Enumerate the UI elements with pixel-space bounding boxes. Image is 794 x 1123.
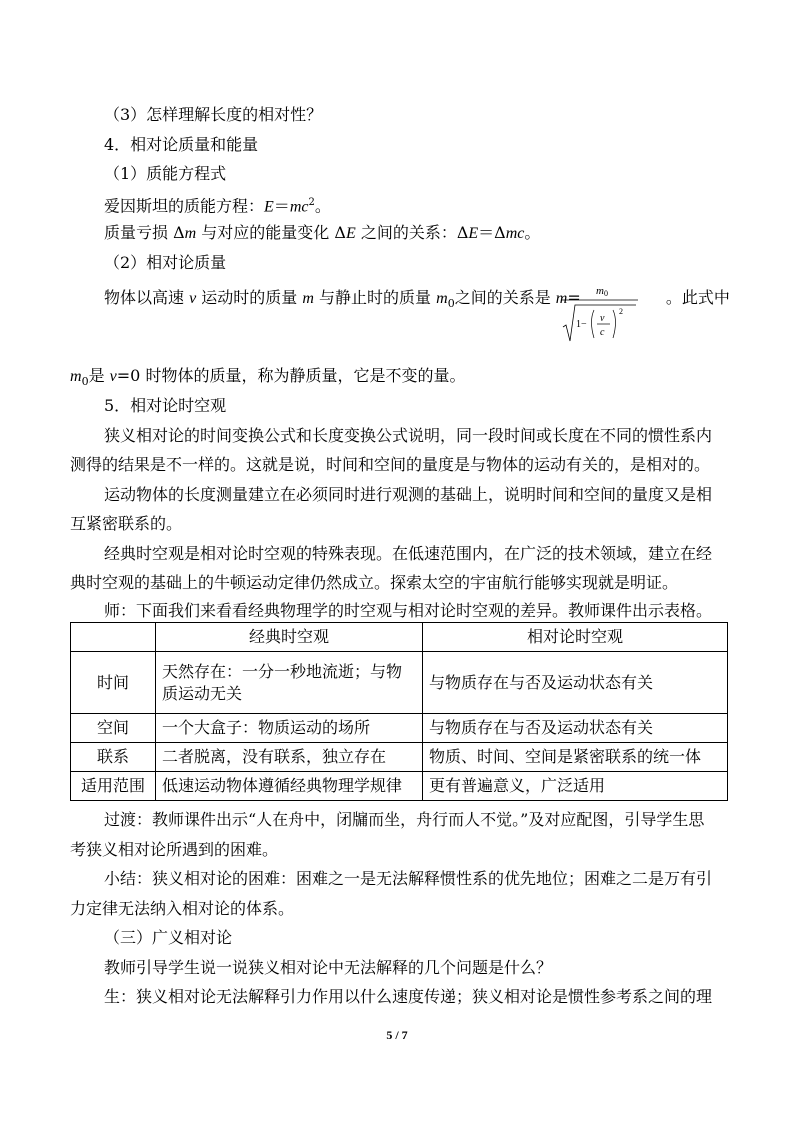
paragraph-classical-view-1: 经典时空观是相对论时空观的特殊表现。在低速范围内，在广泛的技术领域，建立在经 (104, 544, 713, 563)
table-row-label: 时间 (71, 652, 156, 714)
table-header-cell: 相对论时空观 (423, 623, 728, 652)
heading-length-relativity: （3）怎样理解长度的相对性？ (104, 105, 323, 124)
paragraph-rest-mass: $m_0$是 v=0 时物体的质量，称为静质量，它是不变的量。 (70, 366, 466, 389)
table-row-label: 适用范围 (71, 772, 156, 801)
paragraph-summary-1: 小结：狭义相对论的困难：困难之一是无法解释惯性系的优先地位；困难之二是万有引 (104, 869, 713, 888)
formula-v: v (600, 313, 605, 324)
heading-spacetime-view: 5．相对论时空观 (104, 396, 227, 415)
comparison-table (70, 622, 728, 801)
paragraph-student-answer: 生：狭义相对论无法解释引力作用以什么速度传递；狭义相对论是惯性参考系之间的理 (104, 987, 713, 1006)
table-cell: 更有普遍意义，广泛适用 (423, 772, 728, 801)
heading-relativistic-mass: （2）相对论质量 (104, 253, 227, 272)
table-header-cell: 经典时空观 (156, 623, 423, 652)
relativistic-mass-formula (560, 283, 640, 345)
table-row-label: 空间 (71, 714, 156, 743)
formula-numerator-sub: 0 (604, 289, 608, 298)
paragraph-transition-2: 考狭义相对论所遇到的困难。 (70, 840, 279, 859)
paragraph-relativistic-mass-relation: 物体以高速 v 运动时的质量 m 与静止时的质量 $m_0$之间的关系是 m= 。此式中 (104, 288, 730, 311)
page-number: 5 / 7 (386, 1028, 408, 1042)
formula-c: c (600, 327, 605, 338)
heading-general-relativity: （三）广义相对论 (104, 928, 233, 947)
table-header-cell (71, 623, 156, 652)
paragraph-mass-defect: 质量亏损 Δm 与对应的能量变化 ΔE 之间的关系：ΔE＝Δmc。 (104, 223, 541, 242)
paragraph-teacher-intro: 师：下面我们来看看经典物理学的时空观与相对论时空观的差异。教师课件出示表格。 (104, 601, 713, 620)
paragraph-special-relativity-1: 狭义相对论的时间变换公式和长度变换公式说明，同一段时间或长度在不同的惯性系内 (104, 426, 713, 445)
table-row (71, 743, 728, 772)
table-row (71, 714, 728, 743)
formula-numerator-m: m (596, 285, 604, 297)
heading-mass-energy: 4．相对论质量和能量 (104, 135, 259, 154)
table-cell: 与物质存在与否及运动状态有关 (423, 652, 728, 714)
table-cell: 一个大盒子：物质运动的场所 (156, 714, 423, 743)
formula-one-minus: 1− (576, 319, 587, 330)
table-cell: 低速运动物体遵循经典物理学规律 (156, 772, 423, 801)
paragraph-einstein-equation: 爱因斯坦的质能方程：$E=mc^2$。 (104, 196, 331, 216)
paragraph-length-measurement-1: 运动物体的长度测量建立在必须同时进行观测的基础上，说明时间和空间的量度又是相 (104, 485, 713, 504)
formula-left-paren (592, 310, 595, 338)
table-cell: 物质、时间、空间是紧密联系的统一体 (423, 743, 728, 772)
table-row (71, 772, 728, 801)
table-row (71, 652, 728, 714)
paragraph-transition-1: 过渡：教师课件出示“人在舟中，闭牖而坐，舟行而人不觉。”及对应配图，引导学生思 (104, 810, 705, 829)
paragraph-classical-view-2: 典时空观的基础上的牛顿运动定律仍然成立。探索太空的宇宙航行能够实现就是明证。 (70, 573, 679, 592)
formula-right-paren (613, 310, 616, 338)
table-header-row (71, 623, 728, 652)
paragraph-teacher-guide: 教师引导学生说一说狭义相对论中无法解释的几个问题是什么？ (104, 958, 553, 977)
formula-exponent: 2 (619, 307, 623, 316)
table-cell: 二者脱离，没有联系，独立存在 (156, 743, 423, 772)
table-row-label: 联系 (71, 743, 156, 772)
table-cell: 天然存在：一分一秒地流逝；与物 质运动无关 (156, 652, 423, 714)
table-cell: 与物质存在与否及运动状态有关 (423, 714, 728, 743)
paragraph-length-measurement-2: 互紧密联系的。 (70, 514, 183, 533)
heading-mass-energy-equation: （1）质能方程式 (104, 164, 227, 183)
paragraph-summary-2: 力定律无法纳入相对论的体系。 (70, 899, 295, 918)
paragraph-special-relativity-2: 测得的结果是不一样的。这就是说，时间和空间的量度是与物体的运动有关的，是相对的。 (70, 455, 711, 474)
